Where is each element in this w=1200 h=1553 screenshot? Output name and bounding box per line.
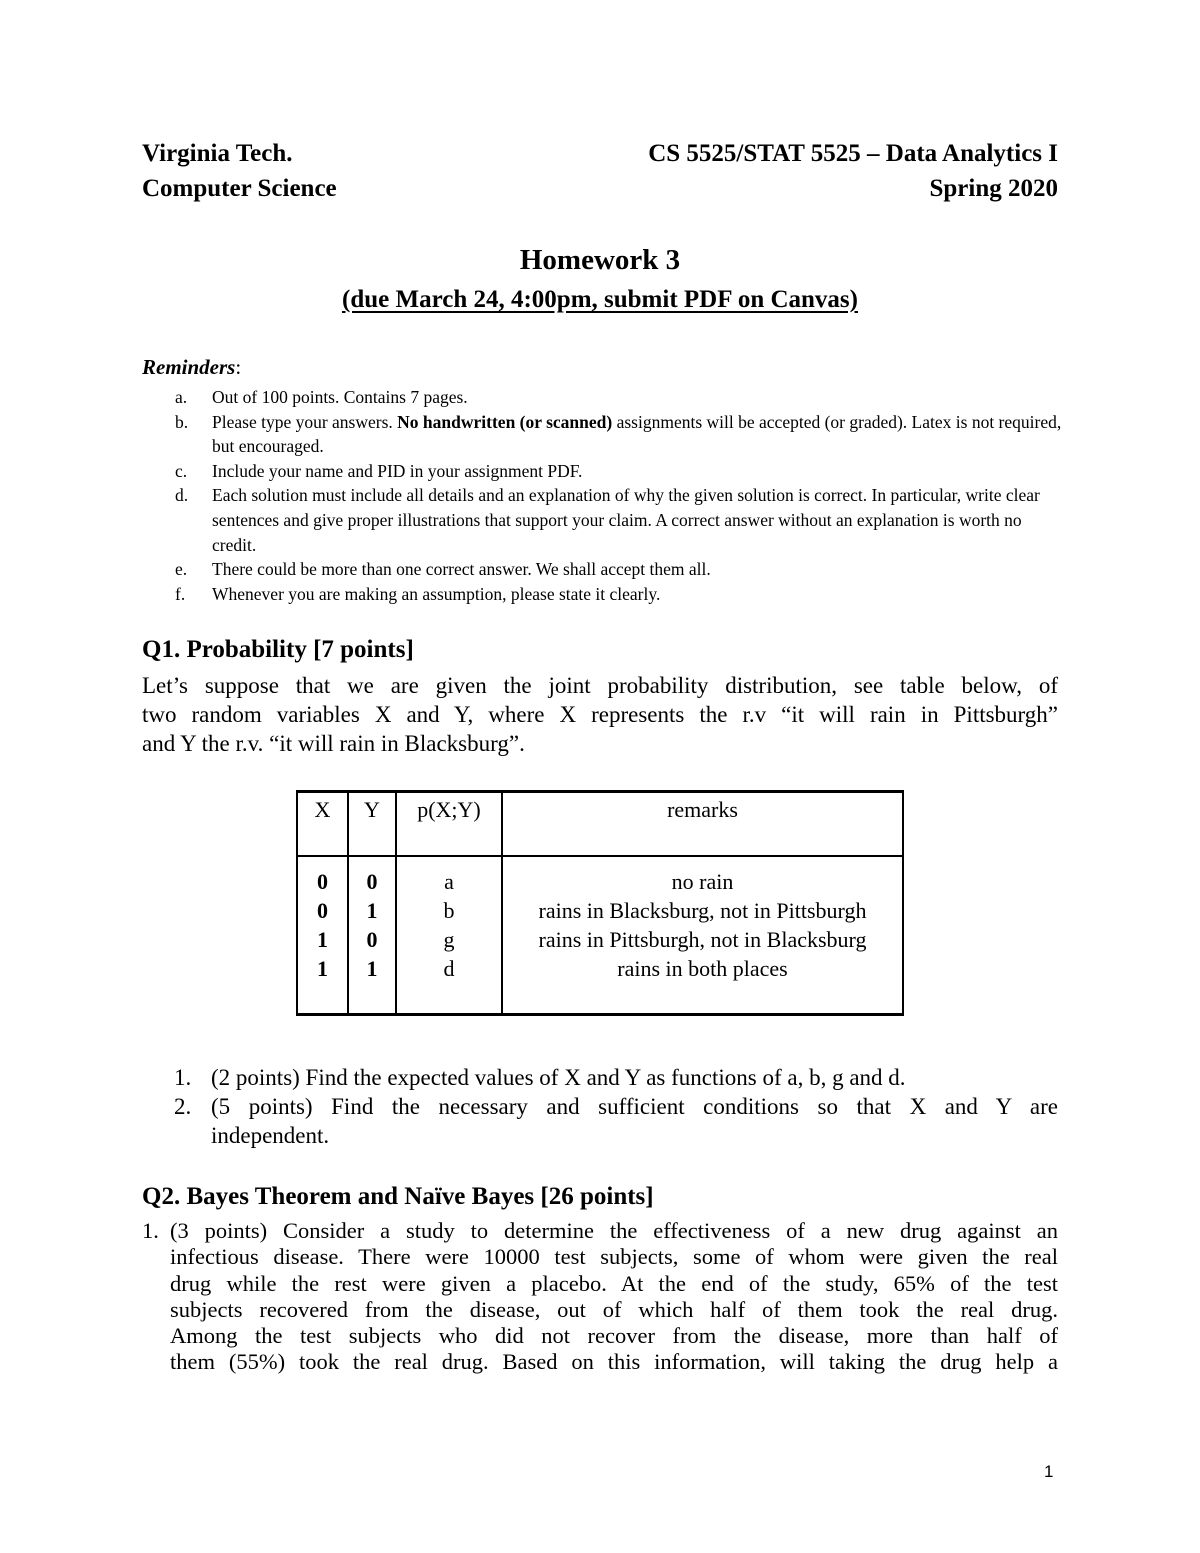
- reminder-text: Each solution must include all details and an explanation of why the given solution is correct. In particular, write clear sentences and give proper illustrations that support your claim. A correct answer without an explanation is worth no credit.: [212, 485, 1040, 555]
- cell-y: 1: [348, 896, 396, 925]
- q1-heading: Q1. Probability [7 points]: [142, 636, 414, 663]
- reminder-item: [142, 410, 1062, 459]
- q2-question-item: [142, 1218, 1058, 1376]
- cell-p: a: [396, 856, 502, 896]
- col-header-y: Y: [348, 792, 396, 857]
- q1-questions: [142, 1063, 1058, 1150]
- reminder-item: [142, 483, 1062, 557]
- question-number: 1.: [142, 1218, 159, 1243]
- reminder-text: Out of 100 points. Contains 7 pages.: [212, 387, 468, 407]
- q2-questions: [142, 1218, 1058, 1376]
- table-row: [297, 856, 903, 896]
- header-row-2: [142, 175, 1058, 209]
- reminder-item: [142, 459, 1062, 484]
- question-line: Among the test subjects who did not recover from the disease, more than half of: [170, 1323, 1058, 1349]
- question-line: (3 points) Consider a study to determine the effectiveness of a new drug against an: [170, 1218, 1058, 1243]
- question-line: them (55%) took the real drug. Based on this information, will taking the drug help a: [170, 1349, 1058, 1375]
- reminders-colon: :: [235, 355, 242, 379]
- question-line: independent.: [211, 1123, 330, 1148]
- table-row: [297, 925, 903, 954]
- table-row: [297, 896, 903, 925]
- question-line: (5 points) Find the necessary and sufficient conditions so that X and Y are: [211, 1094, 1058, 1119]
- cell-y: 0: [348, 925, 396, 954]
- reminders-heading: [142, 355, 241, 380]
- question-line: subjects recovered from the disease, out of which half of them took the real drug.: [170, 1296, 1058, 1322]
- reminder-item: [142, 582, 1062, 607]
- table-row: [297, 954, 903, 1015]
- reminder-mark: f.: [175, 583, 186, 604]
- cell-x: 1: [297, 954, 348, 1015]
- question-line: infectious disease. There were 10000 test subjects, some of whom were given the real: [170, 1244, 1058, 1270]
- reminder-text: Whenever you are making an assumption, please state it clearly.: [212, 583, 661, 604]
- reminder-item: [142, 557, 1062, 582]
- reminder-emphasis: No handwritten (or scanned): [397, 411, 613, 432]
- cell-x: 0: [297, 856, 348, 896]
- reminder-text: Please type your answers.: [212, 411, 398, 432]
- reminder-item: [142, 385, 1062, 410]
- cell-remark: no rain: [502, 856, 903, 896]
- q1-question-item: [142, 1092, 1058, 1150]
- institution: Virginia Tech.: [142, 140, 293, 167]
- question-line: drug while the rest were given a placebo. At the end of the study, 65% of the test: [170, 1270, 1058, 1296]
- q1-intro: [142, 671, 1058, 758]
- cell-remark: rains in Blacksburg, not in Pittsburgh: [502, 896, 903, 925]
- question-line: (2 points) Find the expected values of X and Y as functions of a, b, g and d.: [211, 1065, 906, 1090]
- cell-x: 1: [297, 925, 348, 954]
- col-header-p: p(X;Y): [396, 792, 502, 857]
- due-text: (due March 24, 4:00pm, submit PDF on Canvas): [342, 286, 858, 313]
- term: Spring 2020: [929, 175, 1058, 202]
- joint-probability-table: [296, 790, 904, 1016]
- question-number: 2.: [174, 1094, 192, 1119]
- q2-heading: Q2. Bayes Theorem and Naïve Bayes [26 points]: [142, 1183, 654, 1210]
- q1-intro-line: Let’s suppose that we are given the joint probability distribution, see table below, of: [142, 673, 1058, 698]
- table-header-row: [297, 792, 903, 857]
- cell-y: 1: [348, 954, 396, 1015]
- q1-intro-line: and Y the r.v. “it will rain in Blacksburg”.: [142, 731, 525, 756]
- reminder-text: Include your name and PID in your assignment PDF.: [212, 460, 583, 481]
- cell-y: 0: [348, 856, 396, 896]
- question-number: 1.: [174, 1065, 192, 1090]
- reminders-heading-text: Reminders: [142, 355, 236, 379]
- homework-title: Homework 3: [519, 244, 681, 276]
- page-number: 1: [1044, 1462, 1054, 1481]
- col-header-x: X: [297, 792, 348, 857]
- reminder-mark: a.: [175, 387, 188, 407]
- q1-question-item: [142, 1063, 1058, 1092]
- course-title: CS 5525/STAT 5525 – Data Analytics I: [648, 140, 1058, 167]
- cell-remark: rains in Pittsburgh, not in Blacksburg: [502, 925, 903, 954]
- col-header-remarks: remarks: [502, 792, 903, 857]
- cell-p: g: [396, 925, 502, 954]
- reminder-text: There could be more than one correct answer. We shall accept them all.: [212, 559, 711, 580]
- q1-intro-line: two random variables X and Y, where X represents the r.v “it will rain in Pittsburgh”: [142, 702, 1058, 727]
- reminder-mark: b.: [175, 411, 189, 432]
- cell-remark: rains in both places: [502, 954, 903, 1015]
- reminder-mark: e.: [175, 559, 188, 580]
- reminder-mark: c.: [175, 460, 188, 481]
- cell-p: b: [396, 896, 502, 925]
- reminder-mark: d.: [175, 485, 189, 506]
- cell-p: d: [396, 954, 502, 1015]
- header-row-1: [142, 140, 1058, 174]
- due-line: [0, 286, 1200, 314]
- department: Computer Science: [142, 175, 337, 202]
- reminder-text: assignments will be accepted (or graded). Latex is not required, but encouraged.: [212, 411, 1062, 457]
- reminders-list: [142, 385, 1062, 606]
- cell-x: 0: [297, 896, 348, 925]
